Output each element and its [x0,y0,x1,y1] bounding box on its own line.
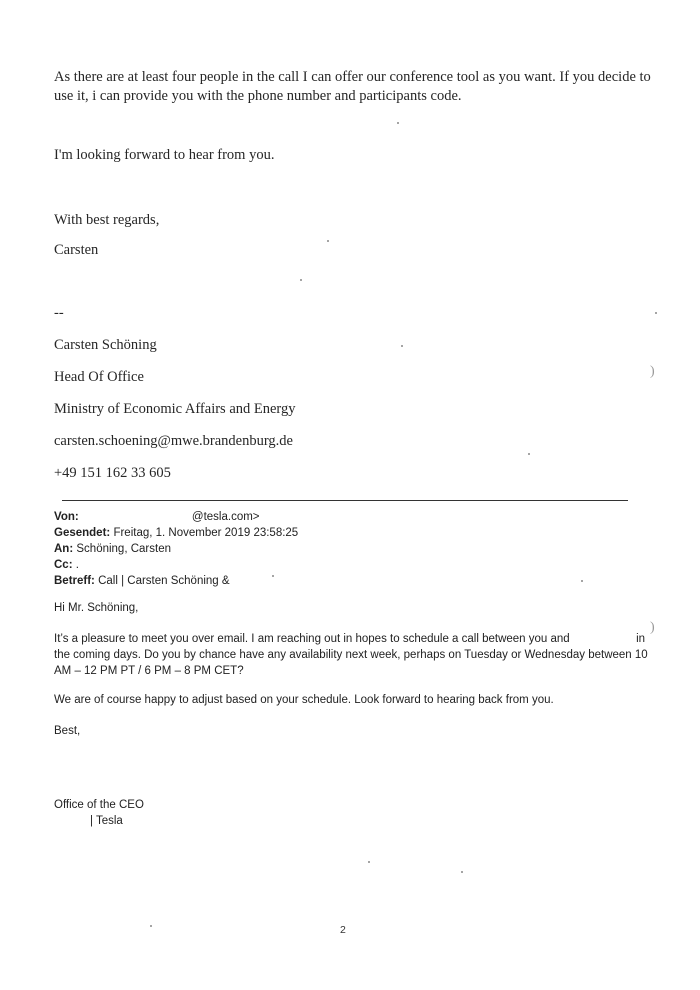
scan-speck [397,122,399,124]
scan-speck [300,279,302,281]
letter-paragraph-looking-forward: I'm looking forward to hear from you. [54,147,275,163]
header-from [54,509,298,525]
header-divider [62,500,628,501]
from-label: Von: [54,511,79,523]
cc-value: . [75,559,79,571]
signature-separator: -- [54,305,64,321]
from-value: @tesla.com> [191,511,260,523]
scan-speck [368,861,370,863]
scan-speck [150,925,152,927]
signature-phone: +49 151 162 33 605 [54,465,171,481]
scan-artifact: ) [650,364,655,379]
request-text-part1: It’s a pleasure to meet you over email. I am reaching out in hopes to schedule a call between you and [54,633,570,645]
letter-paragraph-conference: As there are at least four people in the call I can offer our conference tool as you want. If you decide to use it, i can provide you with the phone number and participants code. [54,69,651,104]
company-value: | Tesla [90,815,123,827]
sent-label: Gesendet: [54,527,111,539]
scan-speck [528,453,530,455]
page-number: 2 [340,924,346,936]
scan-speck [327,240,329,242]
email-company [54,813,123,829]
signature-email: carsten.schoening@mwe.brandenburg.de [54,433,293,449]
email-signoff: Best, [54,725,81,737]
header-sent [54,525,298,541]
header-subject [54,573,298,589]
to-label: An: [54,543,74,555]
email-office: Office of the CEO [54,799,144,811]
email-greeting: Hi Mr. Schöning, [54,602,139,614]
email-paragraph-request [54,631,654,679]
letter-closing: With best regards, [54,212,160,228]
scan-artifact: ) [650,620,655,635]
to-value: Schöning, Carsten [76,543,171,555]
request-text-part2: in the coming days. Do you by chance have any availability next week, perhaps on Tuesday or Wednesday between 10 AM – 12 PM PT / 6 PM – 8 PM CET? [54,633,648,677]
cc-label: Cc: [54,559,73,571]
subject-label: Betreff: [54,575,95,587]
scan-speck [401,345,403,347]
scan-speck [461,871,463,873]
scan-speck [655,312,657,314]
signature-title: Head Of Office [54,369,144,385]
signature-organization: Ministry of Economic Affairs and Energy [54,401,296,417]
email-header [54,509,298,589]
scan-speck [581,580,583,582]
sent-value: Freitag, 1. November 2019 23:58:25 [113,527,299,539]
email-paragraph-adjust: We are of course happy to adjust based on your schedule. Look forward to hearing back from you. [54,694,554,706]
scan-speck [272,575,274,577]
signature-block [54,336,296,496]
letter-sender-name: Carsten [54,242,99,258]
signature-name: Carsten Schöning [54,337,157,353]
subject-value: Call | Carsten Schöning & [98,575,230,587]
header-cc [54,557,298,573]
header-to [54,541,298,557]
